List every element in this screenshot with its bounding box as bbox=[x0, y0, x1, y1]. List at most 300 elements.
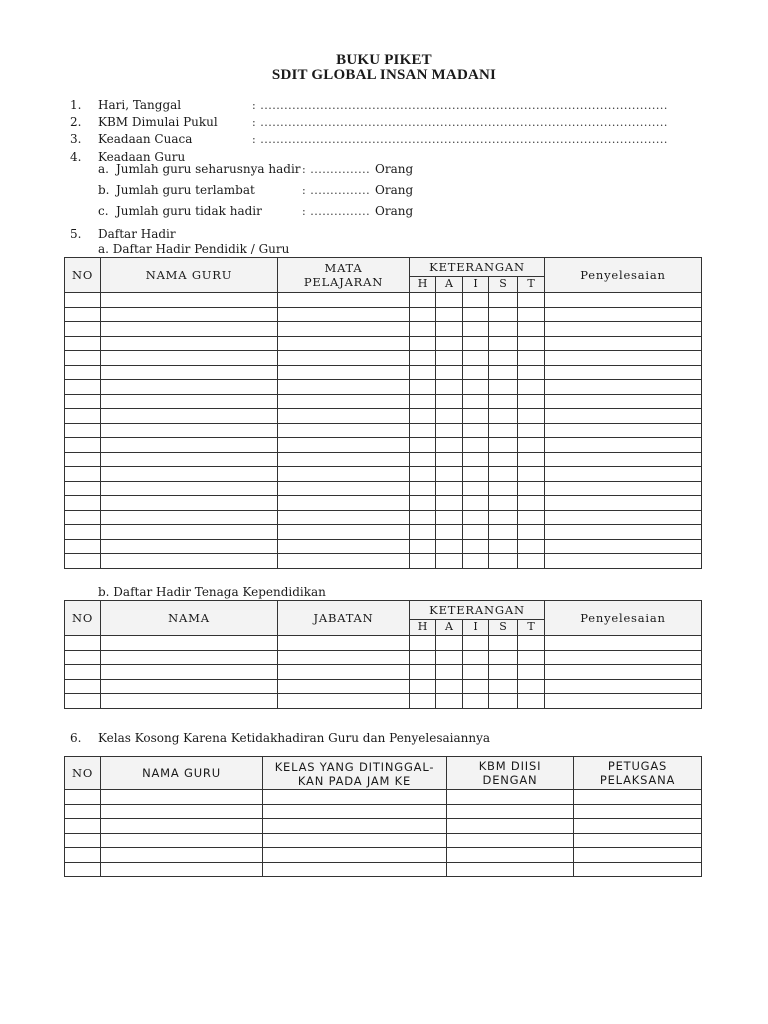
table-cell[interactable] bbox=[436, 438, 463, 453]
table-cell[interactable] bbox=[545, 554, 702, 569]
table-cell[interactable] bbox=[101, 862, 263, 877]
document-title: BUKU PIKET bbox=[336, 52, 432, 68]
table-cell[interactable] bbox=[101, 539, 278, 554]
table-cell[interactable] bbox=[278, 650, 410, 665]
table-cell[interactable] bbox=[410, 554, 436, 569]
table-cell[interactable] bbox=[436, 554, 463, 569]
table-cell[interactable] bbox=[101, 322, 278, 337]
table-cell[interactable] bbox=[489, 293, 518, 308]
table-cell[interactable] bbox=[101, 481, 278, 496]
table-cell[interactable] bbox=[65, 510, 101, 525]
table-cell[interactable] bbox=[278, 510, 410, 525]
table-cell[interactable] bbox=[545, 438, 702, 453]
table-cell[interactable] bbox=[518, 365, 545, 380]
table-cell[interactable] bbox=[65, 636, 101, 651]
table-cell[interactable] bbox=[410, 351, 436, 366]
header-keterangan: KETERANGAN bbox=[410, 258, 545, 277]
table-cell[interactable] bbox=[518, 394, 545, 409]
table-cell[interactable] bbox=[489, 554, 518, 569]
table-cell[interactable] bbox=[410, 481, 436, 496]
table-cell[interactable] bbox=[574, 790, 702, 805]
table-cell[interactable] bbox=[65, 833, 101, 848]
table-cell[interactable] bbox=[489, 380, 518, 395]
table-cell[interactable] bbox=[410, 525, 436, 540]
table-cell[interactable] bbox=[518, 665, 545, 680]
table-cell[interactable] bbox=[574, 819, 702, 834]
table-cell[interactable] bbox=[447, 862, 574, 877]
header-petugas-line2: PELAKSANA bbox=[599, 773, 676, 787]
section-5-title: Daftar Hadir bbox=[98, 227, 176, 241]
table-cell[interactable] bbox=[545, 365, 702, 380]
table-cell[interactable] bbox=[518, 650, 545, 665]
table-cell[interactable] bbox=[545, 409, 702, 424]
table-cell[interactable] bbox=[545, 510, 702, 525]
table-cell[interactable] bbox=[545, 679, 702, 694]
table-cell[interactable] bbox=[489, 307, 518, 322]
table-cell[interactable] bbox=[65, 525, 101, 540]
table-cell[interactable] bbox=[101, 848, 263, 863]
table-cell[interactable] bbox=[101, 554, 278, 569]
table-cell[interactable] bbox=[278, 423, 410, 438]
item-letter: b. bbox=[98, 183, 110, 197]
table-cell[interactable] bbox=[489, 496, 518, 511]
table-cell[interactable] bbox=[545, 650, 702, 665]
table-cell[interactable] bbox=[65, 394, 101, 409]
field-value[interactable]: : ...................................................................................................... bbox=[252, 133, 668, 146]
table-cell[interactable] bbox=[463, 322, 489, 337]
table-cell[interactable] bbox=[410, 380, 436, 395]
table-cell[interactable] bbox=[65, 380, 101, 395]
table-cell[interactable] bbox=[101, 351, 278, 366]
table-cell[interactable] bbox=[545, 636, 702, 651]
table-cell[interactable] bbox=[410, 409, 436, 424]
table-cell[interactable] bbox=[436, 481, 463, 496]
table-cell[interactable] bbox=[545, 293, 702, 308]
table-cell[interactable] bbox=[410, 423, 436, 438]
table-cell[interactable] bbox=[489, 351, 518, 366]
table-cell[interactable] bbox=[463, 665, 489, 680]
table-cell[interactable] bbox=[463, 636, 489, 651]
table-cell[interactable] bbox=[101, 790, 263, 805]
table-cell[interactable] bbox=[463, 467, 489, 482]
table-cell[interactable] bbox=[65, 554, 101, 569]
table-row bbox=[65, 365, 702, 380]
table-cell[interactable] bbox=[263, 804, 447, 819]
table-cell[interactable] bbox=[518, 380, 545, 395]
table-kelas-kosong bbox=[64, 756, 702, 877]
table-cell[interactable] bbox=[410, 679, 436, 694]
table-cell[interactable] bbox=[518, 307, 545, 322]
table-cell[interactable] bbox=[263, 790, 447, 805]
table-cell[interactable] bbox=[489, 322, 518, 337]
table-cell[interactable] bbox=[489, 525, 518, 540]
item-unit: Orang bbox=[375, 204, 414, 218]
table-cell[interactable] bbox=[518, 336, 545, 351]
table-cell[interactable] bbox=[447, 819, 574, 834]
table-cell[interactable] bbox=[436, 694, 463, 709]
table-cell[interactable] bbox=[463, 452, 489, 467]
table-cell[interactable] bbox=[278, 438, 410, 453]
table-cell[interactable] bbox=[463, 496, 489, 511]
table-cell[interactable] bbox=[518, 423, 545, 438]
table-cell[interactable] bbox=[463, 293, 489, 308]
table-cell[interactable] bbox=[410, 452, 436, 467]
table-cell[interactable] bbox=[436, 336, 463, 351]
table-cell[interactable] bbox=[410, 438, 436, 453]
table-cell[interactable] bbox=[101, 496, 278, 511]
table-cell[interactable] bbox=[101, 307, 278, 322]
table-cell[interactable] bbox=[278, 694, 410, 709]
table-cell[interactable] bbox=[436, 322, 463, 337]
table-cell[interactable] bbox=[65, 539, 101, 554]
table-cell[interactable] bbox=[447, 804, 574, 819]
table-cell[interactable] bbox=[545, 351, 702, 366]
table-cell[interactable] bbox=[263, 833, 447, 848]
table-cell[interactable] bbox=[518, 554, 545, 569]
table-cell[interactable] bbox=[463, 650, 489, 665]
item-label: Jumlah guru terlambat bbox=[116, 183, 255, 197]
table-cell[interactable] bbox=[278, 554, 410, 569]
table-row bbox=[65, 679, 702, 694]
table-cell[interactable] bbox=[545, 481, 702, 496]
table-cell[interactable] bbox=[545, 394, 702, 409]
table-cell[interactable] bbox=[518, 322, 545, 337]
table-cell[interactable] bbox=[278, 351, 410, 366]
table-cell[interactable] bbox=[545, 423, 702, 438]
table-cell[interactable] bbox=[436, 510, 463, 525]
table-cell[interactable] bbox=[489, 452, 518, 467]
table-cell[interactable] bbox=[518, 293, 545, 308]
header-a: A bbox=[436, 619, 463, 635]
table-cell[interactable] bbox=[447, 833, 574, 848]
table-cell[interactable] bbox=[436, 365, 463, 380]
table-row bbox=[65, 336, 702, 351]
table-cell[interactable] bbox=[410, 636, 436, 651]
table-row bbox=[65, 665, 702, 680]
header-petugas-line1: PETUGAS bbox=[607, 759, 668, 773]
table-row bbox=[65, 862, 702, 877]
table-cell[interactable] bbox=[65, 351, 101, 366]
table-cell[interactable] bbox=[436, 423, 463, 438]
table-cell[interactable] bbox=[545, 336, 702, 351]
table-cell[interactable] bbox=[463, 679, 489, 694]
table-cell[interactable] bbox=[263, 819, 447, 834]
table-cell[interactable] bbox=[489, 336, 518, 351]
table-cell[interactable] bbox=[65, 481, 101, 496]
table-cell[interactable] bbox=[65, 409, 101, 424]
table-row bbox=[65, 650, 702, 665]
header-kbm-line2: DENGAN bbox=[482, 773, 538, 787]
table-cell[interactable] bbox=[101, 679, 278, 694]
table-cell[interactable] bbox=[463, 438, 489, 453]
table-row bbox=[65, 790, 702, 805]
table-cell[interactable] bbox=[101, 365, 278, 380]
table-cell[interactable] bbox=[463, 365, 489, 380]
item-value[interactable]: : ............... bbox=[302, 184, 371, 197]
header-h: H bbox=[410, 619, 436, 635]
table-cell[interactable] bbox=[436, 650, 463, 665]
table-cell[interactable] bbox=[278, 394, 410, 409]
table-cell[interactable] bbox=[518, 351, 545, 366]
table-cell[interactable] bbox=[574, 804, 702, 819]
table-cell[interactable] bbox=[489, 467, 518, 482]
table-cell[interactable] bbox=[447, 848, 574, 863]
table-cell[interactable] bbox=[463, 380, 489, 395]
table-cell[interactable] bbox=[489, 650, 518, 665]
table-cell[interactable] bbox=[436, 351, 463, 366]
table-cell[interactable] bbox=[463, 539, 489, 554]
table-cell[interactable] bbox=[518, 496, 545, 511]
table-cell[interactable] bbox=[489, 365, 518, 380]
table-cell[interactable] bbox=[436, 452, 463, 467]
table-daftar-hadir-guru bbox=[64, 257, 702, 569]
table-cell[interactable] bbox=[463, 525, 489, 540]
item-letter: a. bbox=[98, 162, 109, 176]
table-cell[interactable] bbox=[518, 679, 545, 694]
table-cell[interactable] bbox=[518, 510, 545, 525]
table-cell[interactable] bbox=[518, 481, 545, 496]
table-cell[interactable] bbox=[65, 307, 101, 322]
table-cell[interactable] bbox=[410, 539, 436, 554]
table-cell[interactable] bbox=[489, 694, 518, 709]
table-cell[interactable] bbox=[545, 467, 702, 482]
table-cell[interactable] bbox=[410, 394, 436, 409]
table-cell[interactable] bbox=[65, 322, 101, 337]
table-cell[interactable] bbox=[518, 467, 545, 482]
table-row bbox=[65, 804, 702, 819]
header-t: T bbox=[518, 276, 545, 292]
table-row bbox=[65, 452, 702, 467]
table-cell[interactable] bbox=[101, 833, 263, 848]
table-cell[interactable] bbox=[101, 380, 278, 395]
table-cell[interactable] bbox=[489, 679, 518, 694]
table-cell[interactable] bbox=[101, 819, 263, 834]
table-cell[interactable] bbox=[101, 650, 278, 665]
table-cell[interactable] bbox=[518, 539, 545, 554]
header-s: S bbox=[489, 276, 518, 292]
table-cell[interactable] bbox=[545, 665, 702, 680]
table-cell[interactable] bbox=[101, 438, 278, 453]
header-mapel-line1: MATA bbox=[324, 261, 363, 275]
header-mata-pelajaran bbox=[278, 258, 410, 293]
table-cell[interactable] bbox=[278, 293, 410, 308]
table-cell[interactable] bbox=[447, 790, 574, 805]
table-cell[interactable] bbox=[574, 833, 702, 848]
table-row bbox=[65, 438, 702, 453]
table-row bbox=[65, 833, 702, 848]
table-cell[interactable] bbox=[463, 423, 489, 438]
table-cell[interactable] bbox=[463, 409, 489, 424]
header-petugas bbox=[574, 757, 702, 790]
table-cell[interactable] bbox=[410, 336, 436, 351]
table-cell[interactable] bbox=[436, 665, 463, 680]
item-unit: Orang bbox=[375, 183, 414, 197]
table-cell[interactable] bbox=[545, 452, 702, 467]
table-cell[interactable] bbox=[410, 307, 436, 322]
table-cell[interactable] bbox=[489, 636, 518, 651]
table-cell[interactable] bbox=[278, 679, 410, 694]
table-cell[interactable] bbox=[410, 365, 436, 380]
table-cell[interactable] bbox=[436, 539, 463, 554]
table-cell[interactable] bbox=[65, 679, 101, 694]
table-cell[interactable] bbox=[65, 694, 101, 709]
table-cell[interactable] bbox=[263, 862, 447, 877]
table-cell[interactable] bbox=[65, 496, 101, 511]
table-cell[interactable] bbox=[436, 394, 463, 409]
table-cell[interactable] bbox=[436, 307, 463, 322]
table-cell[interactable] bbox=[101, 452, 278, 467]
section-6-number: 6. bbox=[70, 731, 82, 745]
table-cell[interactable] bbox=[436, 380, 463, 395]
header-keterangan: KETERANGAN bbox=[410, 601, 545, 620]
table-row bbox=[65, 322, 702, 337]
table-row bbox=[65, 819, 702, 834]
table-cell[interactable] bbox=[278, 336, 410, 351]
table-cell[interactable] bbox=[463, 694, 489, 709]
table-cell[interactable] bbox=[518, 452, 545, 467]
table-cell[interactable] bbox=[278, 452, 410, 467]
table-cell[interactable] bbox=[410, 650, 436, 665]
table-cell[interactable] bbox=[101, 336, 278, 351]
table-cell[interactable] bbox=[518, 409, 545, 424]
table-row bbox=[65, 380, 702, 395]
table-cell[interactable] bbox=[65, 452, 101, 467]
table-cell[interactable] bbox=[574, 862, 702, 877]
item-value[interactable]: : ............... bbox=[302, 163, 371, 176]
table-cell[interactable] bbox=[545, 307, 702, 322]
table-cell[interactable] bbox=[101, 394, 278, 409]
table-cell[interactable] bbox=[278, 307, 410, 322]
table-cell[interactable] bbox=[410, 496, 436, 511]
table-cell[interactable] bbox=[436, 525, 463, 540]
table-cell[interactable] bbox=[101, 467, 278, 482]
table-cell[interactable] bbox=[545, 496, 702, 511]
table-cell[interactable] bbox=[410, 322, 436, 337]
table-row bbox=[65, 694, 702, 709]
header-h: H bbox=[410, 276, 436, 292]
table-cell[interactable] bbox=[436, 293, 463, 308]
header-t: T bbox=[518, 619, 545, 635]
table-cell[interactable] bbox=[463, 554, 489, 569]
header-nama: NAMA bbox=[101, 601, 278, 636]
table-cell[interactable] bbox=[101, 665, 278, 680]
table-cell[interactable] bbox=[65, 365, 101, 380]
table-cell[interactable] bbox=[278, 539, 410, 554]
table-cell[interactable] bbox=[463, 351, 489, 366]
table-cell[interactable] bbox=[278, 467, 410, 482]
table-cell[interactable] bbox=[263, 848, 447, 863]
table-cell[interactable] bbox=[410, 293, 436, 308]
table-cell[interactable] bbox=[518, 525, 545, 540]
table-cell[interactable] bbox=[574, 848, 702, 863]
table-cell[interactable] bbox=[545, 525, 702, 540]
table-cell[interactable] bbox=[489, 438, 518, 453]
table-cell[interactable] bbox=[545, 694, 702, 709]
table-cell[interactable] bbox=[545, 539, 702, 554]
table-cell[interactable] bbox=[518, 438, 545, 453]
table-cell[interactable] bbox=[65, 467, 101, 482]
table-cell[interactable] bbox=[436, 679, 463, 694]
table-cell[interactable] bbox=[436, 409, 463, 424]
table-cell[interactable] bbox=[518, 636, 545, 651]
table-cell[interactable] bbox=[278, 380, 410, 395]
table-cell[interactable] bbox=[65, 438, 101, 453]
field-value[interactable]: : ...................................................................................................... bbox=[252, 116, 668, 129]
table-cell[interactable] bbox=[518, 694, 545, 709]
table-cell[interactable] bbox=[65, 293, 101, 308]
table-cell[interactable] bbox=[410, 467, 436, 482]
table-cell[interactable] bbox=[463, 394, 489, 409]
field-number: 1. bbox=[70, 98, 82, 112]
table-cell[interactable] bbox=[278, 409, 410, 424]
section-5-number: 5. bbox=[70, 227, 82, 241]
item-value[interactable]: : ............... bbox=[302, 205, 371, 218]
table-row bbox=[65, 467, 702, 482]
table-cell[interactable] bbox=[489, 423, 518, 438]
table-cell[interactable] bbox=[463, 481, 489, 496]
table-cell[interactable] bbox=[278, 322, 410, 337]
table-cell[interactable] bbox=[278, 665, 410, 680]
table-cell[interactable] bbox=[278, 481, 410, 496]
table-cell[interactable] bbox=[65, 665, 101, 680]
table-row bbox=[65, 496, 702, 511]
table-cell[interactable] bbox=[101, 636, 278, 651]
table-cell[interactable] bbox=[65, 650, 101, 665]
table-cell[interactable] bbox=[101, 510, 278, 525]
table-cell[interactable] bbox=[489, 665, 518, 680]
table-cell[interactable] bbox=[410, 694, 436, 709]
table-cell[interactable] bbox=[65, 819, 101, 834]
field-value[interactable]: : ...................................................................................................... bbox=[252, 99, 668, 112]
table-cell[interactable] bbox=[65, 804, 101, 819]
table-cell[interactable] bbox=[101, 293, 278, 308]
table-cell[interactable] bbox=[489, 510, 518, 525]
table-cell[interactable] bbox=[436, 467, 463, 482]
table-cell[interactable] bbox=[278, 496, 410, 511]
table-cell[interactable] bbox=[436, 636, 463, 651]
table-cell[interactable] bbox=[101, 694, 278, 709]
table-cell[interactable] bbox=[545, 322, 702, 337]
table-cell[interactable] bbox=[65, 790, 101, 805]
table-cell[interactable] bbox=[278, 365, 410, 380]
table-cell[interactable] bbox=[278, 636, 410, 651]
table-cell[interactable] bbox=[489, 394, 518, 409]
table-cell[interactable] bbox=[545, 380, 702, 395]
table-cell[interactable] bbox=[410, 665, 436, 680]
table-cell[interactable] bbox=[65, 848, 101, 863]
table-row bbox=[65, 394, 702, 409]
table-cell[interactable] bbox=[463, 510, 489, 525]
table-row bbox=[65, 351, 702, 366]
header-no: NO bbox=[65, 601, 101, 636]
table-cell[interactable] bbox=[65, 336, 101, 351]
table-cell[interactable] bbox=[65, 423, 101, 438]
table-cell[interactable] bbox=[489, 539, 518, 554]
table-cell[interactable] bbox=[489, 409, 518, 424]
table-cell[interactable] bbox=[101, 409, 278, 424]
table-cell[interactable] bbox=[410, 510, 436, 525]
header-i: I bbox=[463, 276, 489, 292]
table-cell[interactable] bbox=[463, 307, 489, 322]
table-cell[interactable] bbox=[101, 525, 278, 540]
table-cell[interactable] bbox=[278, 525, 410, 540]
table-cell[interactable] bbox=[436, 496, 463, 511]
table-cell[interactable] bbox=[65, 862, 101, 877]
table-cell[interactable] bbox=[101, 423, 278, 438]
table-cell[interactable] bbox=[463, 336, 489, 351]
table-cell[interactable] bbox=[489, 481, 518, 496]
table-cell[interactable] bbox=[101, 804, 263, 819]
